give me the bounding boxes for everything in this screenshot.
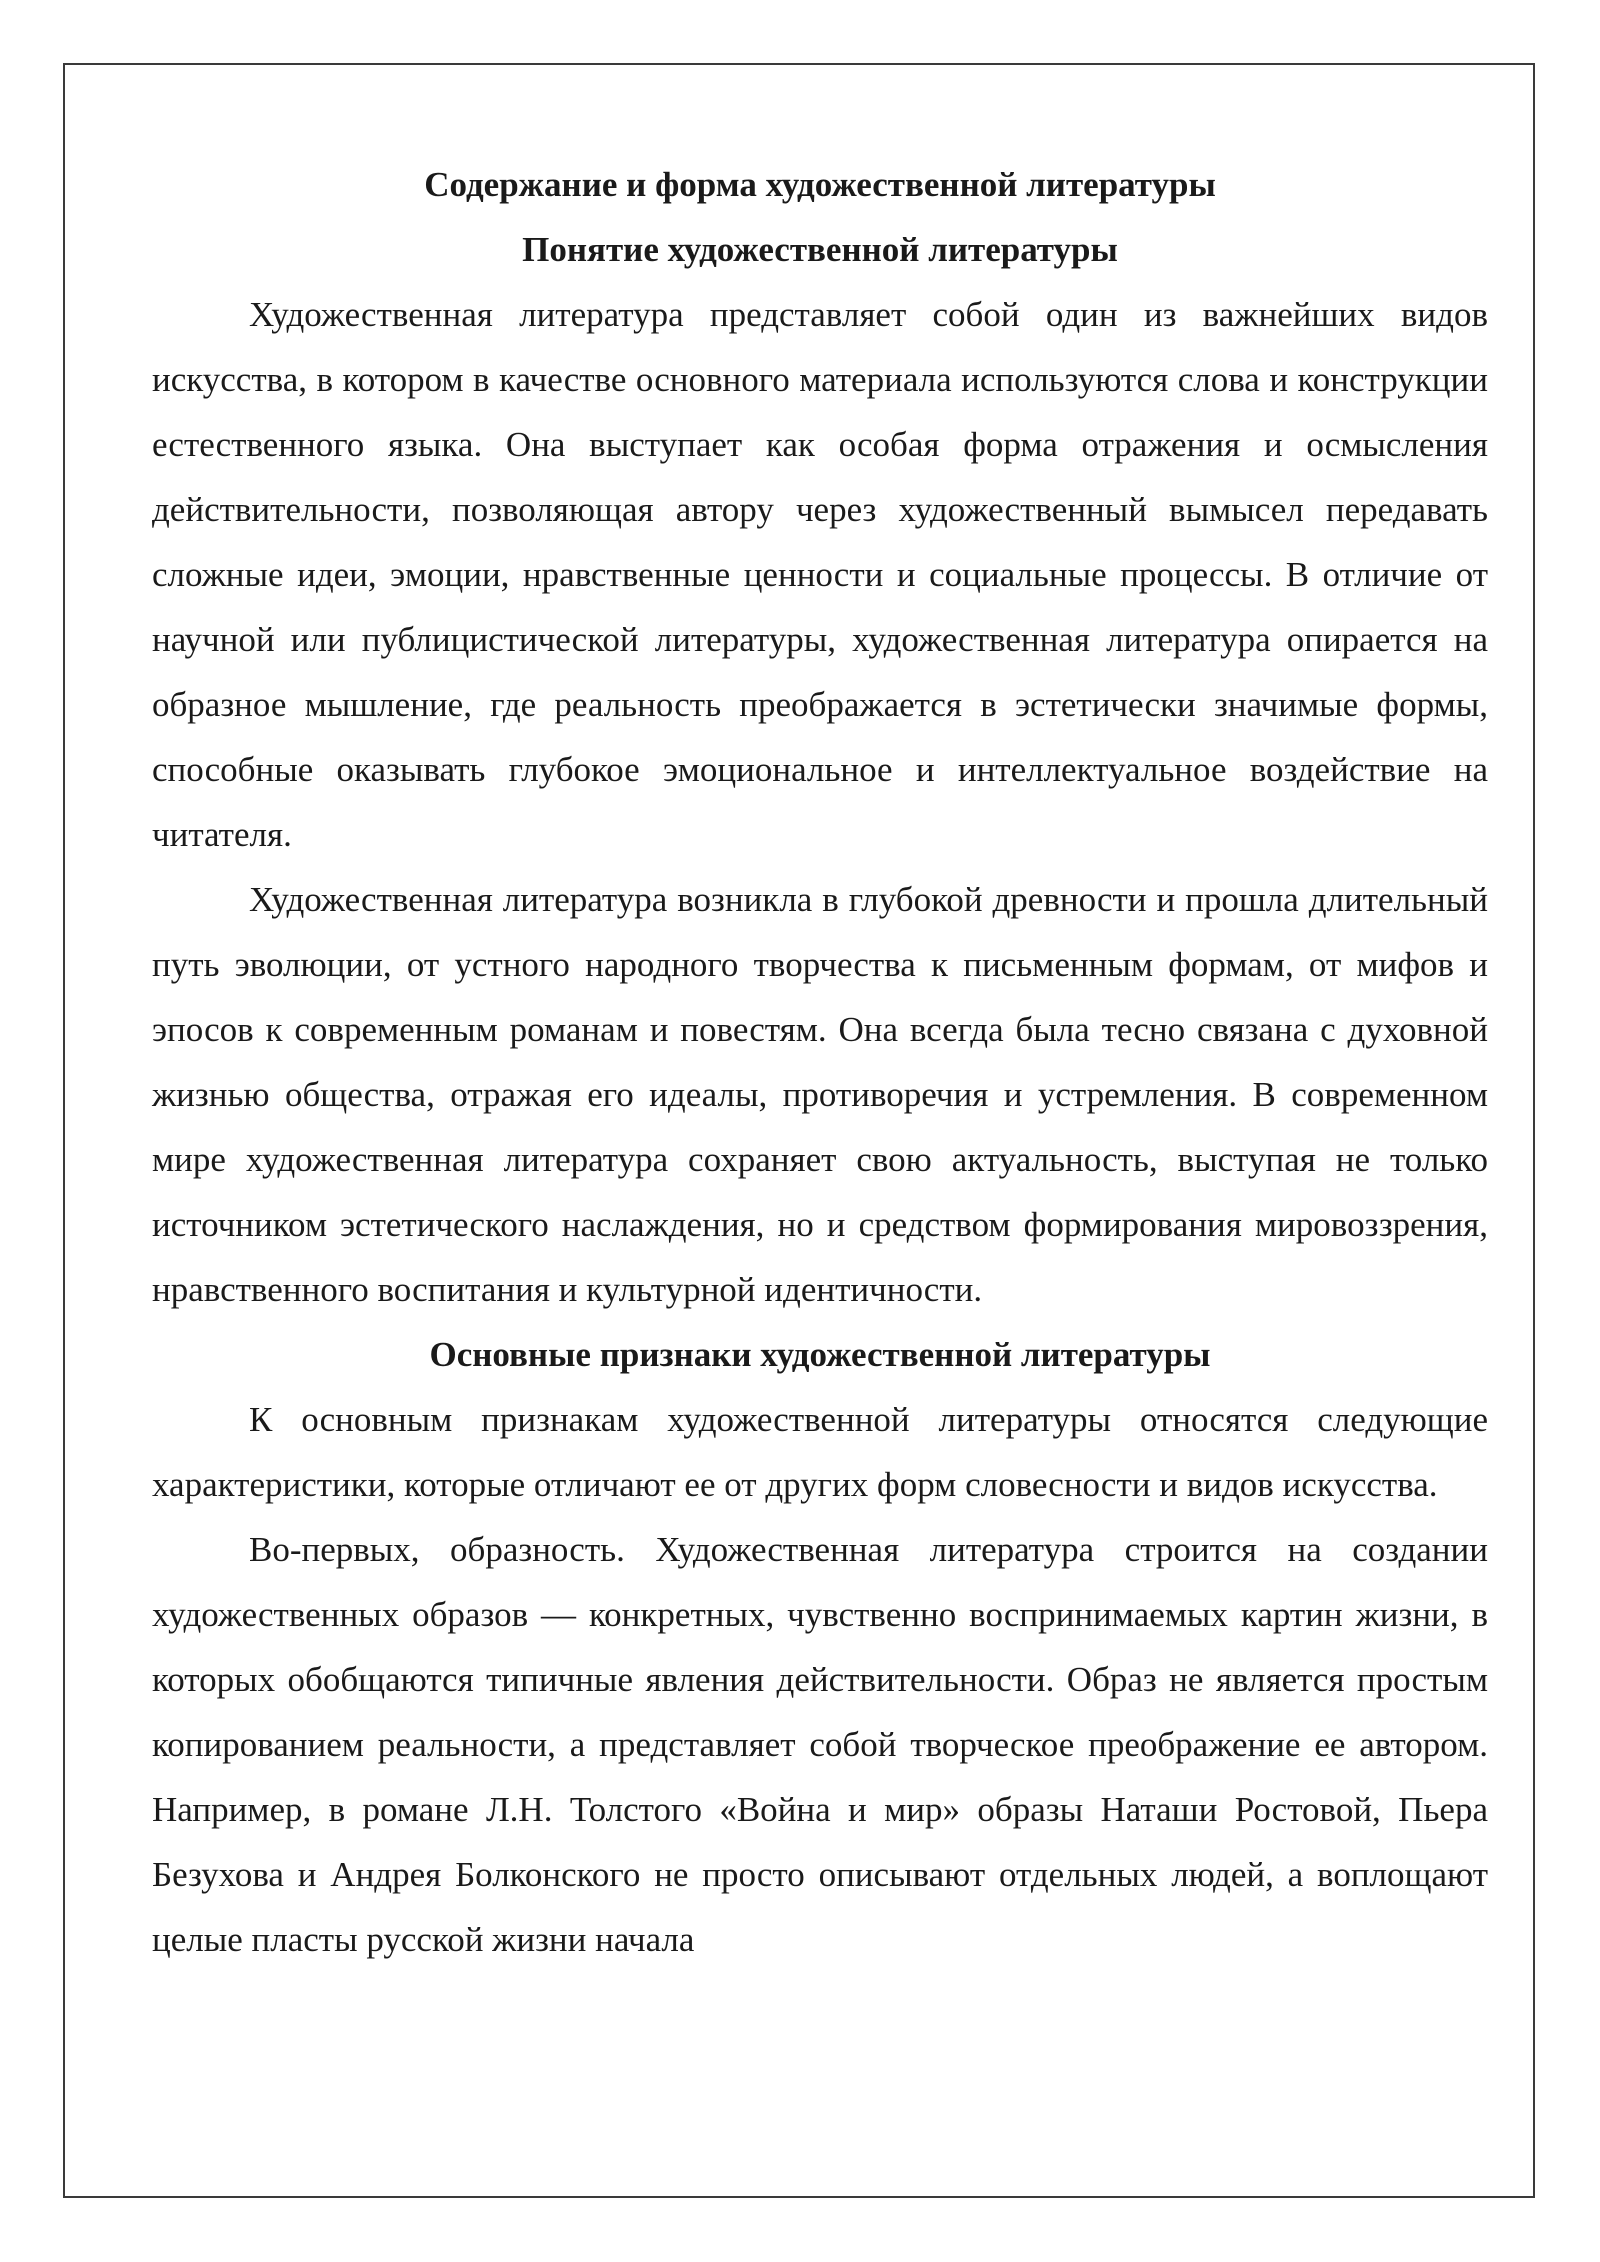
paragraph: Художественная литература представляет собой один из важнейших видов искусства, в котором в качестве основного материала используются слова и конструкции естественного языка. Она выступает как особая форма отражения и осмысления действительности, позволяющая автору через художественный вымысел передавать сложные идеи, эмоции, нравственные ценности и социальные процессы. В отличие от научной или публицистической литературы, художественная литература опирается на образное мышление, где реальность преображается в эстетически значимые формы, способные оказывать глубокое эмоциональное и интеллектуальное воздействие на читателя. xyxy=(152,295,1488,854)
paragraph: Художественная литература возникла в глубокой древности и прошла длительный путь эволюции, от устного народного творчества к письменным формам, от мифов и эпосов к современным романам и повестям. Она всегда была тесно связана с духовной жизнью общества, отражая его идеалы, противоречия и устремления. В современном мире художественная литература сохраняет свою актуальность, выступая не только источником эстетического наслаждения, но и средством формирования мировоззрения, нравственного воспитания и культурной идентичности. xyxy=(152,880,1488,1309)
section-heading-features: Основные признаки художественной литературы xyxy=(429,1335,1211,1374)
paragraph: К основным признакам художественной литературы относятся следующие характеристики, которые отличают ее от других форм словесности и видов искусства. xyxy=(152,1400,1488,1504)
document-page xyxy=(63,63,1535,2198)
section-heading-concept: Понятие художественной литературы xyxy=(522,230,1118,269)
document-title: Содержание и форма художественной литературы xyxy=(424,165,1216,204)
document-body xyxy=(152,152,1488,1972)
paragraph: Во-первых, образность. Художественная литература строится на создании художественных образов — конкретных, чувственно воспринимаемых картин жизни, в которых обобщаются типичные явления действительности. Образ не является простым копированием реальности, а представляет собой творческое преображение ее автором. Например, в романе Л.Н. Толстого «Война и мир» образы Наташи Ростовой, Пьера Безухова и Андрея Болконского не просто описывают отдельных людей, а воплощают целые пласты русской жизни начала xyxy=(152,1530,1488,1959)
